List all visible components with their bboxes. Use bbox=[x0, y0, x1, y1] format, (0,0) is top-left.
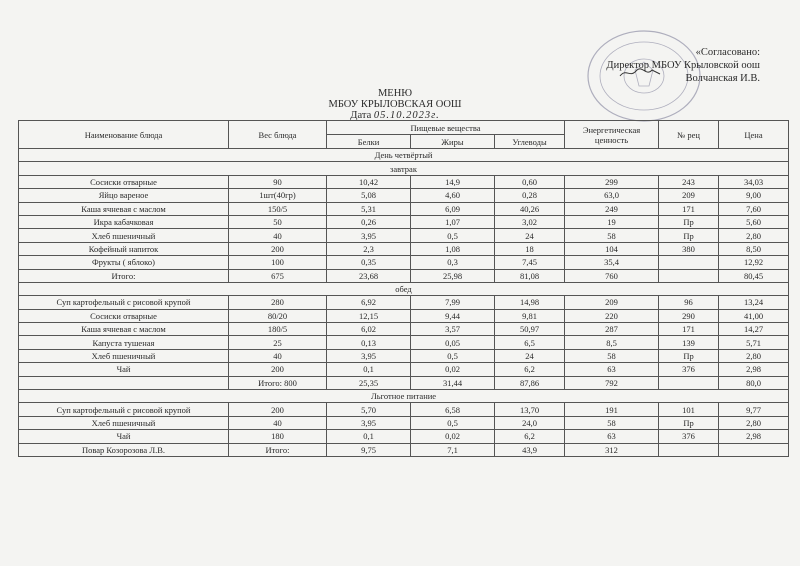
cell-fat: 0,02 bbox=[411, 430, 495, 443]
cell-price: 2,98 bbox=[719, 430, 789, 443]
cell-protein: 2,3 bbox=[327, 242, 411, 255]
cell-protein: 12,15 bbox=[327, 309, 411, 322]
cell-protein: 0,13 bbox=[327, 336, 411, 349]
cell-price bbox=[719, 443, 789, 456]
cell-dish-name: Итого: bbox=[19, 269, 229, 282]
cell-dish-name: Каша ячневая с маслом bbox=[19, 202, 229, 215]
cell-recipe-number: 96 bbox=[659, 296, 719, 309]
table-row bbox=[19, 309, 789, 322]
cell-recipe-number: 376 bbox=[659, 430, 719, 443]
table-row bbox=[19, 323, 789, 336]
table-row bbox=[19, 269, 789, 282]
cell-recipe-number: Пр bbox=[659, 349, 719, 362]
cell-recipe-number bbox=[659, 443, 719, 456]
cell-carbs: 43,9 bbox=[495, 443, 565, 456]
cell-fat: 6,09 bbox=[411, 202, 495, 215]
cell-dish-name bbox=[19, 376, 229, 389]
cell-carbs: 24 bbox=[495, 349, 565, 362]
cell-dish-name: Чай bbox=[19, 430, 229, 443]
cell-protein: 3,95 bbox=[327, 416, 411, 429]
cell-weight: Итого: 800 bbox=[229, 376, 327, 389]
cell-recipe-number bbox=[659, 256, 719, 269]
cell-price: 2,98 bbox=[719, 363, 789, 376]
cell-carbs: 9,81 bbox=[495, 309, 565, 322]
cell-energy: 58 bbox=[565, 416, 659, 429]
section-header-row bbox=[19, 282, 789, 295]
section-title: завтрак bbox=[19, 162, 789, 175]
table-row bbox=[19, 215, 789, 228]
cell-price: 13,24 bbox=[719, 296, 789, 309]
cell-energy: 191 bbox=[565, 403, 659, 416]
cell-protein: 5,08 bbox=[327, 189, 411, 202]
cell-dish-name: Икра кабачковая bbox=[19, 215, 229, 228]
cell-weight: 80/20 bbox=[229, 309, 327, 322]
table-row bbox=[19, 430, 789, 443]
cell-fat: 0,05 bbox=[411, 336, 495, 349]
cell-energy: 792 bbox=[565, 376, 659, 389]
cell-weight: Итого: bbox=[229, 443, 327, 456]
col-header-recipe: № рец bbox=[659, 121, 719, 149]
approval-line-2: Директор МБОУ Крыловской оош bbox=[606, 60, 760, 71]
cell-energy: 58 bbox=[565, 229, 659, 242]
col-header-fat: Жиры bbox=[411, 135, 495, 149]
cell-energy: 63 bbox=[565, 363, 659, 376]
cell-recipe-number: 171 bbox=[659, 323, 719, 336]
menu-header bbox=[300, 88, 490, 121]
cell-weight: 675 bbox=[229, 269, 327, 282]
cell-price: 41,00 bbox=[719, 309, 789, 322]
cell-carbs: 18 bbox=[495, 242, 565, 255]
cell-energy: 760 bbox=[565, 269, 659, 282]
cell-protein: 0,26 bbox=[327, 215, 411, 228]
table-row bbox=[19, 229, 789, 242]
cell-price: 12,92 bbox=[719, 256, 789, 269]
cell-energy: 249 bbox=[565, 202, 659, 215]
col-header-name: Наименование блюда bbox=[19, 121, 229, 149]
cell-price: 5,60 bbox=[719, 215, 789, 228]
cell-carbs: 0,28 bbox=[495, 189, 565, 202]
cell-carbs: 24,0 bbox=[495, 416, 565, 429]
col-header-carbs: Углеводы bbox=[495, 135, 565, 149]
cell-protein: 6,02 bbox=[327, 323, 411, 336]
cell-price: 8,50 bbox=[719, 242, 789, 255]
cell-price: 80,0 bbox=[719, 376, 789, 389]
table-row bbox=[19, 256, 789, 269]
menu-table-body bbox=[19, 149, 789, 457]
cell-weight: 40 bbox=[229, 349, 327, 362]
approval-line-1: «Согласовано: bbox=[695, 47, 760, 58]
cell-protein: 6,92 bbox=[327, 296, 411, 309]
cell-weight: 180/5 bbox=[229, 323, 327, 336]
cell-protein: 3,95 bbox=[327, 349, 411, 362]
cell-carbs: 87,86 bbox=[495, 376, 565, 389]
cell-carbs: 6,2 bbox=[495, 363, 565, 376]
menu-title: МЕНЮ bbox=[377, 88, 413, 99]
cell-dish-name: Хлеб пшеничный bbox=[19, 229, 229, 242]
col-header-energy: Энергетическая ценность bbox=[565, 121, 659, 149]
cell-carbs: 13,70 bbox=[495, 403, 565, 416]
table-row bbox=[19, 349, 789, 362]
cell-fat: 0,02 bbox=[411, 363, 495, 376]
cell-price: 2,80 bbox=[719, 349, 789, 362]
cell-price: 2,80 bbox=[719, 229, 789, 242]
cell-weight: 280 bbox=[229, 296, 327, 309]
table-row bbox=[19, 443, 789, 456]
cell-price: 2,80 bbox=[719, 416, 789, 429]
cell-weight: 100 bbox=[229, 256, 327, 269]
table-row bbox=[19, 202, 789, 215]
date-label: Дата bbox=[350, 110, 372, 121]
cell-weight: 180 bbox=[229, 430, 327, 443]
cell-weight: 1шт(40гр) bbox=[229, 189, 327, 202]
cell-dish-name: Повар Козорозова Л.В. bbox=[19, 443, 229, 456]
cell-carbs: 81,08 bbox=[495, 269, 565, 282]
menu-table bbox=[18, 120, 789, 457]
cell-carbs: 40,26 bbox=[495, 202, 565, 215]
cell-weight: 25 bbox=[229, 336, 327, 349]
col-header-weight: Вес блюда bbox=[229, 121, 327, 149]
cell-fat: 0,5 bbox=[411, 229, 495, 242]
table-row bbox=[19, 363, 789, 376]
cell-carbs: 7,45 bbox=[495, 256, 565, 269]
cell-price: 5,71 bbox=[719, 336, 789, 349]
cell-carbs: 6,5 bbox=[495, 336, 565, 349]
table-row bbox=[19, 376, 789, 389]
cell-dish-name: Суп картофельный с рисовой крупой bbox=[19, 296, 229, 309]
cell-carbs: 14,98 bbox=[495, 296, 565, 309]
cell-recipe-number: 209 bbox=[659, 189, 719, 202]
cell-recipe-number bbox=[659, 269, 719, 282]
cell-energy: 8,5 bbox=[565, 336, 659, 349]
cell-dish-name: Хлеб пшеничный bbox=[19, 349, 229, 362]
cell-protein: 23,68 bbox=[327, 269, 411, 282]
cell-carbs: 50,97 bbox=[495, 323, 565, 336]
cell-fat: 0,3 bbox=[411, 256, 495, 269]
cell-energy: 220 bbox=[565, 309, 659, 322]
cell-recipe-number: 139 bbox=[659, 336, 719, 349]
cell-dish-name: Кофейный напиток bbox=[19, 242, 229, 255]
cell-dish-name: Сосиски отварные bbox=[19, 309, 229, 322]
cell-recipe-number: 101 bbox=[659, 403, 719, 416]
approval-line-3: Волчанская И.В. bbox=[685, 73, 760, 84]
cell-recipe-number: Пр bbox=[659, 416, 719, 429]
cell-fat: 31,44 bbox=[411, 376, 495, 389]
table-row bbox=[19, 336, 789, 349]
cell-fat: 25,98 bbox=[411, 269, 495, 282]
school-name: МБОУ КРЫЛОВСКАЯ ООШ bbox=[328, 99, 462, 110]
cell-dish-name: Сосиски отварные bbox=[19, 175, 229, 188]
cell-recipe-number bbox=[659, 376, 719, 389]
cell-price: 80,45 bbox=[719, 269, 789, 282]
cell-protein: 0,1 bbox=[327, 363, 411, 376]
cell-recipe-number: 290 bbox=[659, 309, 719, 322]
cell-recipe-number: 376 bbox=[659, 363, 719, 376]
cell-fat: 0,5 bbox=[411, 416, 495, 429]
section-header-row bbox=[19, 162, 789, 175]
cell-energy: 299 bbox=[565, 175, 659, 188]
cell-dish-name: Чай bbox=[19, 363, 229, 376]
cell-recipe-number: 380 bbox=[659, 242, 719, 255]
day-label: День четвёртый bbox=[19, 149, 789, 162]
cell-weight: 200 bbox=[229, 242, 327, 255]
cell-weight: 90 bbox=[229, 175, 327, 188]
table-row bbox=[19, 175, 789, 188]
section-header-row bbox=[19, 390, 789, 403]
cell-price: 34,03 bbox=[719, 175, 789, 188]
date-value: 05.10.2023г. bbox=[373, 110, 440, 121]
cell-energy: 58 bbox=[565, 349, 659, 362]
cell-protein: 10,42 bbox=[327, 175, 411, 188]
cell-weight: 40 bbox=[229, 229, 327, 242]
cell-price: 14,27 bbox=[719, 323, 789, 336]
table-row bbox=[19, 416, 789, 429]
cell-energy: 287 bbox=[565, 323, 659, 336]
cell-energy: 63,0 bbox=[565, 189, 659, 202]
cell-energy: 63 bbox=[565, 430, 659, 443]
cell-energy: 209 bbox=[565, 296, 659, 309]
cell-fat: 4,60 bbox=[411, 189, 495, 202]
table-row bbox=[19, 403, 789, 416]
cell-fat: 1,08 bbox=[411, 242, 495, 255]
cell-recipe-number: Пр bbox=[659, 215, 719, 228]
cell-protein: 5,31 bbox=[327, 202, 411, 215]
cell-protein: 5,70 bbox=[327, 403, 411, 416]
cell-recipe-number: 243 bbox=[659, 175, 719, 188]
col-header-protein: Белки bbox=[327, 135, 411, 149]
cell-weight: 40 bbox=[229, 416, 327, 429]
col-header-price: Цена bbox=[719, 121, 789, 149]
cell-protein: 0,35 bbox=[327, 256, 411, 269]
cell-fat: 14,9 bbox=[411, 175, 495, 188]
cell-dish-name: Капуста тушеная bbox=[19, 336, 229, 349]
cell-energy: 104 bbox=[565, 242, 659, 255]
cell-fat: 7,99 bbox=[411, 296, 495, 309]
table-row bbox=[19, 189, 789, 202]
cell-recipe-number: 171 bbox=[659, 202, 719, 215]
cell-dish-name: Суп картофельный с рисовой крупой bbox=[19, 403, 229, 416]
cell-fat: 0,5 bbox=[411, 349, 495, 362]
cell-weight: 150/5 bbox=[229, 202, 327, 215]
cell-carbs: 0,60 bbox=[495, 175, 565, 188]
cell-price: 7,60 bbox=[719, 202, 789, 215]
cell-price: 9,77 bbox=[719, 403, 789, 416]
cell-protein: 9,75 bbox=[327, 443, 411, 456]
col-header-nutrients: Пищевые вещества bbox=[327, 121, 565, 135]
cell-energy: 312 bbox=[565, 443, 659, 456]
cell-carbs: 24 bbox=[495, 229, 565, 242]
cell-dish-name: Яйцо вареное bbox=[19, 189, 229, 202]
cell-protein: 0,1 bbox=[327, 430, 411, 443]
cell-carbs: 3,02 bbox=[495, 215, 565, 228]
cell-dish-name: Хлеб пшеничный bbox=[19, 416, 229, 429]
section-title: Льготное питание bbox=[19, 390, 789, 403]
cell-dish-name: Каша ячневая с маслом bbox=[19, 323, 229, 336]
director-signature bbox=[618, 66, 662, 80]
cell-dish-name: Фрукты ( яблоко) bbox=[19, 256, 229, 269]
cell-recipe-number: Пр bbox=[659, 229, 719, 242]
cell-energy: 35,4 bbox=[565, 256, 659, 269]
cell-fat: 9,44 bbox=[411, 309, 495, 322]
cell-fat: 1,07 bbox=[411, 215, 495, 228]
cell-carbs: 6,2 bbox=[495, 430, 565, 443]
cell-protein: 25,35 bbox=[327, 376, 411, 389]
cell-energy: 19 bbox=[565, 215, 659, 228]
cell-protein: 3,95 bbox=[327, 229, 411, 242]
cell-weight: 50 bbox=[229, 215, 327, 228]
section-title: обед bbox=[19, 282, 789, 295]
table-row bbox=[19, 242, 789, 255]
cell-fat: 3,57 bbox=[411, 323, 495, 336]
cell-weight: 200 bbox=[229, 403, 327, 416]
cell-price: 9,00 bbox=[719, 189, 789, 202]
table-row bbox=[19, 296, 789, 309]
cell-fat: 6,58 bbox=[411, 403, 495, 416]
cell-fat: 7,1 bbox=[411, 443, 495, 456]
cell-weight: 200 bbox=[229, 363, 327, 376]
